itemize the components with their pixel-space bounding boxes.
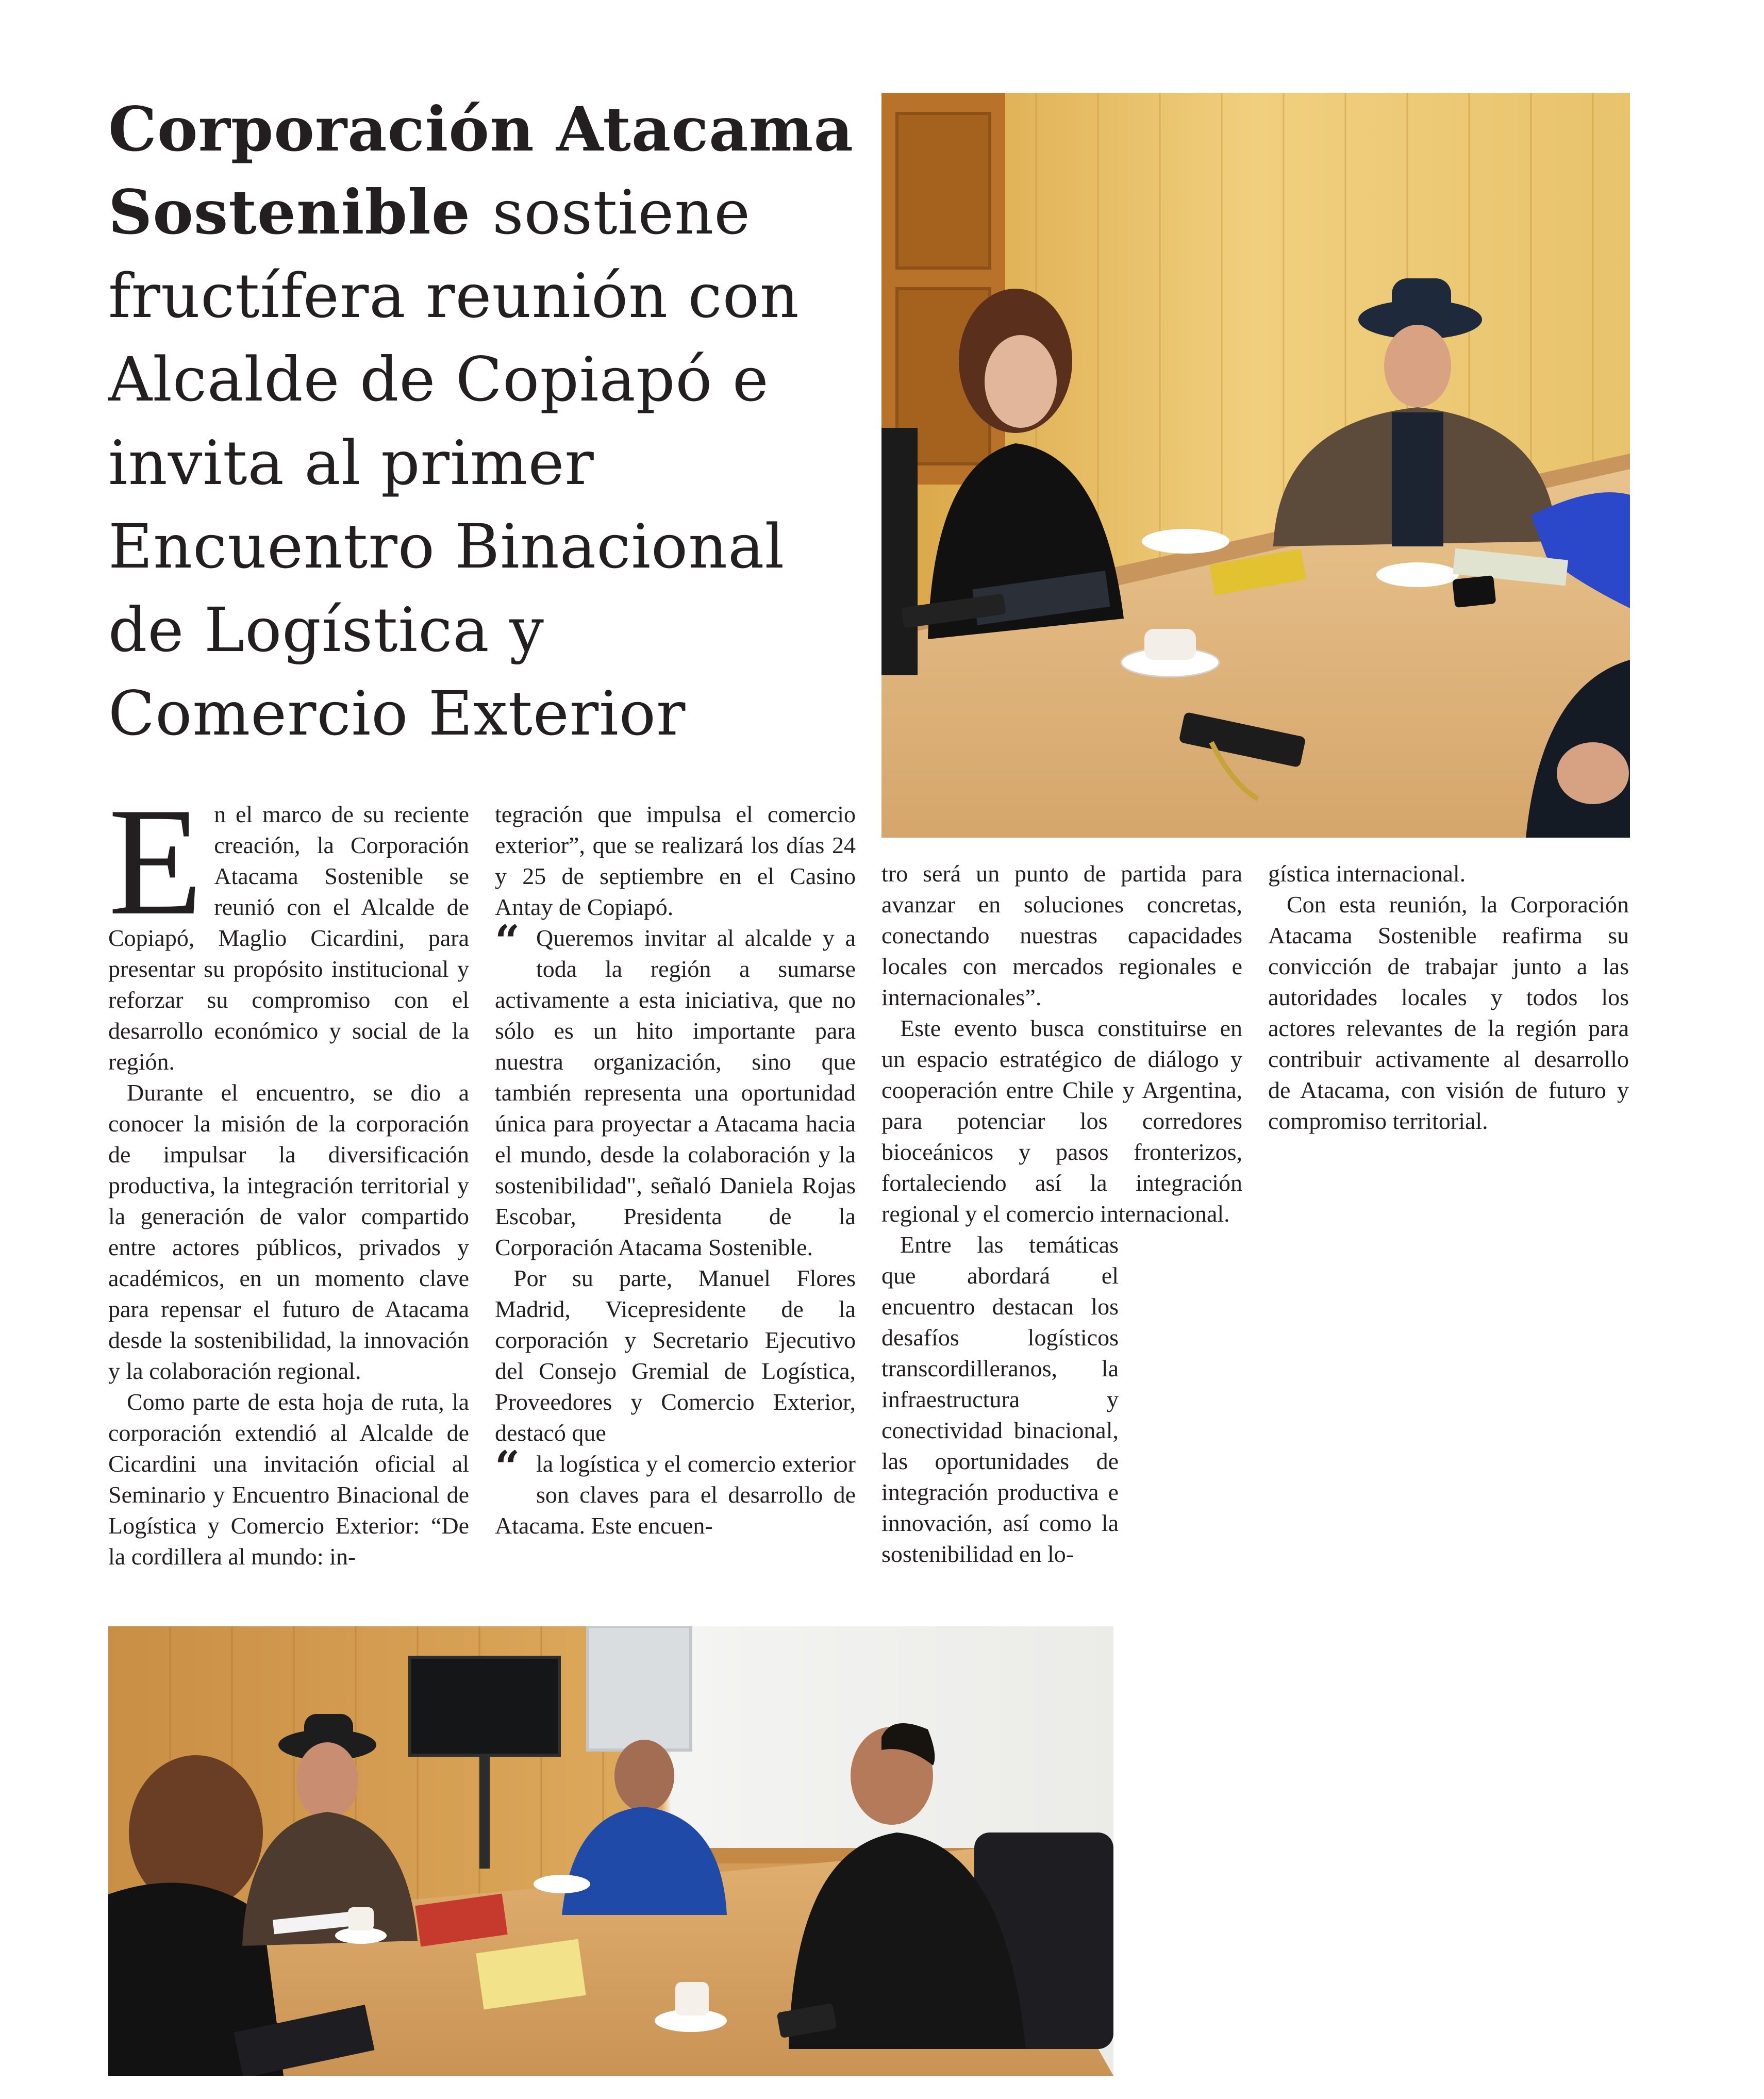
article-column-2 xyxy=(495,799,856,1541)
quote-paragraph xyxy=(495,1441,856,1541)
article-column-1 xyxy=(108,776,469,1572)
paragraph: tro será un punto de partida para avanzar en soluciones concretas, conectando nuestras capacidades locales con mercados regionales e internacionales”. xyxy=(881,860,1242,1010)
headline-regular: sostiene fructífera reunión con Alcalde de Copiapó e invita al primer Encuentro Binacional de Logística y Comercio Exterior xyxy=(108,177,800,749)
paragraph: Entre las temáticas que abordará el encuentro destacan los desafíos logísticos transcordilleranos, la infraestructura y conectividad binacional, las oportunidades de integración productiva e innovación, así como la sostenibilidad en lo- xyxy=(881,1231,1119,1567)
paragraph: Como parte de esta hoja de ruta, la corporación extendió al Alcalde de Cicardini una invitación oficial al Seminario y Encuentro Binacional de Logística y Comercio Exterior: “De la cordillera al mundo: in- xyxy=(108,1389,469,1570)
drop-cap: E xyxy=(108,776,203,947)
quote-text: la logística y el comercio exterior son claves para el desarrollo de Atacama. Este encuen- xyxy=(495,1451,856,1539)
photo-meeting-bottom-image xyxy=(108,1626,1113,2076)
paragraph: tegración que impulsa el comercio exterior”, que se realizará los días 24 y 25 de septiembre en el Casino Antay de Copiapó. xyxy=(495,801,856,920)
headline xyxy=(108,88,856,755)
photo-meeting-top-image xyxy=(881,93,1630,838)
paragraph: n el marco de su reciente creación, la Corporación Atacama Sostenible se reunió con el Alcalde de Copiapó, Maglio Cicardini, para presentar su propósito institucional y reforzar su compromiso con el desarrollo económico y social de la región. xyxy=(108,801,469,1075)
article-column-3 xyxy=(881,858,1242,1570)
quote-text: Queremos invitar al alcalde y a toda la región a sumarse activamente a esta iniciativa, que no sólo es un hito importante para nuestra organización, sino que también representa una oportunidad única para proyectar a Atacama hacia el mundo, desde la colaboración y la sostenibilidad", señaló Daniela Rojas Escobar, Presidenta de la Corporación Atacama Sostenible. xyxy=(495,925,856,1260)
paragraph: Con esta reunión, la Corporación Atacama Sostenible reafirma su convicción de trabajar junto a las autoridades locales y todos los actores relevantes de la región para contribuir activamente al desarrollo de Atacama, con visión de futuro y compromiso territorial. xyxy=(1268,891,1629,1134)
quote-mark-icon: “ xyxy=(495,1441,520,1492)
quote-paragraph xyxy=(495,915,856,1263)
photo-meeting-top xyxy=(881,93,1630,838)
quote-mark-icon: “ xyxy=(495,915,520,967)
paragraph: gística internacional. xyxy=(1268,860,1466,887)
photo-meeting-bottom xyxy=(108,1626,1113,2076)
headline-bold: Corporación Atacama Sostenible xyxy=(108,93,854,248)
article-column-4 xyxy=(1268,858,1629,1137)
paragraph: Por su parte, Manuel Flores Madrid, Vicepresidente de la corporación y Secretario Ejecutivo del Consejo Gremial de Logística, Proveedores y Comercio Exterior, destacó que xyxy=(495,1265,856,1446)
paragraph: Este evento busca constituirse en un espacio estratégico de diálogo y cooperación entre Chile y Argentina, para potenciar los corredores bioceánicos y pasos fronterizos, fortaleciendo así la integración regional y el comercio internacional. xyxy=(881,1015,1242,1227)
paragraph: Durante el encuentro, se dio a conocer la misión de la corporación de impulsar la diversificación productiva, la integración territorial y la generación de valor compartido entre actores públicos, privados y académicos, en un momento clave para repensar el futuro de Atacama desde la sostenibilidad, la innovación y la colaboración regional. xyxy=(108,1079,469,1384)
